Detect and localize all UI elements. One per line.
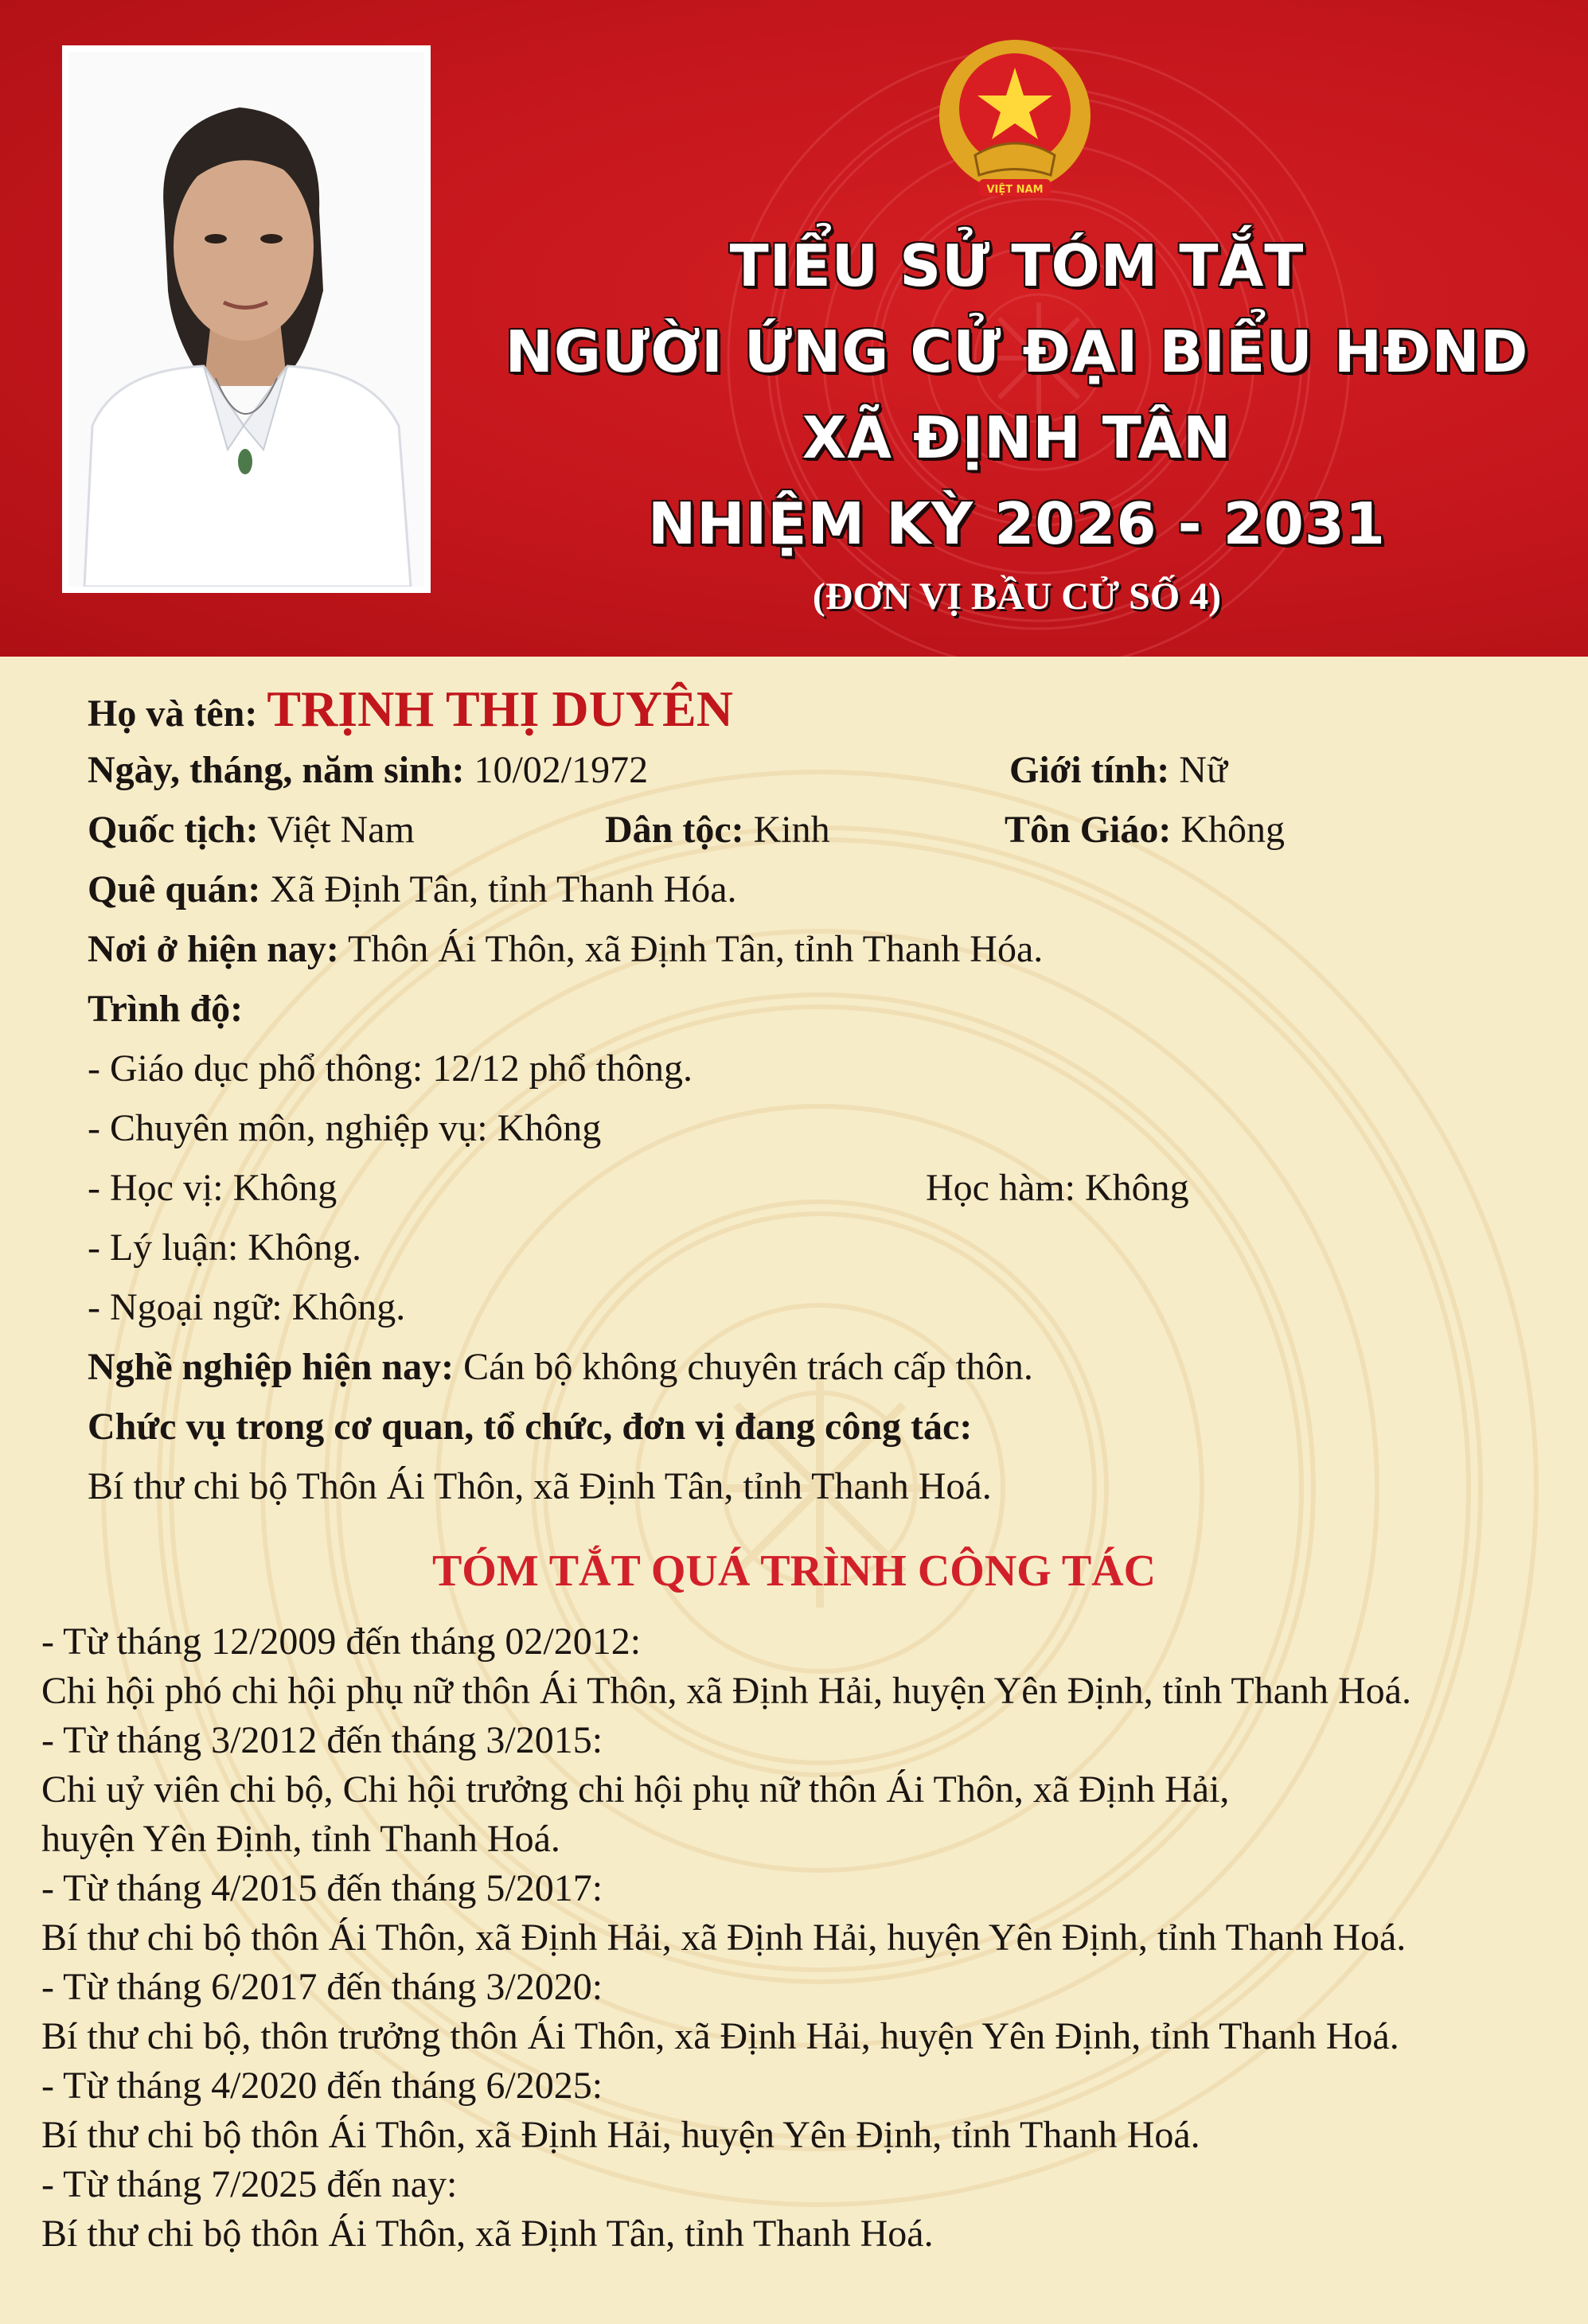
education-label: Trình độ: bbox=[88, 988, 244, 1030]
history-line: - Từ tháng 6/2017 đến tháng 3/2020: bbox=[41, 1966, 603, 2008]
header-banner bbox=[0, 0, 1588, 657]
history-line: - Từ tháng 3/2012 đến tháng 3/2015: bbox=[41, 1719, 603, 1761]
ethnicity-label: Dân tộc: bbox=[605, 809, 744, 851]
history-line: Bí thư chi bộ thôn Ái Thôn, xã Định Tân, tỉnh Thanh Hoá. bbox=[41, 2213, 934, 2255]
occupation-value: Cán bộ không chuyên trách cấp thôn. bbox=[463, 1346, 1033, 1388]
degree: - Học vị: Không bbox=[88, 1167, 337, 1209]
residence-label: Nơi ở hiện nay: bbox=[88, 928, 339, 970]
history-line: Bí thư chi bộ, thôn trưởng thôn Ái Thôn, xã Định Hải, huyện Yên Định, tỉnh Thanh Hoá. bbox=[41, 2015, 1399, 2057]
history-line: Bí thư chi bộ thôn Ái Thôn, xã Định Hải, xã Định Hải, huyện Yên Định, tỉnh Thanh Hoá. bbox=[41, 1917, 1407, 1959]
religion-row bbox=[1005, 808, 1285, 852]
gender-value: Nữ bbox=[1179, 749, 1227, 791]
title-line-2: NGƯỜI ỨNG CỬ ĐẠI BIỂU HĐND bbox=[505, 318, 1529, 385]
history-line: - Từ tháng 4/2020 đến tháng 6/2025: bbox=[41, 2065, 603, 2107]
dob-value: 10/02/1972 bbox=[474, 749, 649, 791]
history-line: huyện Yên Định, tỉnh Thanh Hoá. bbox=[41, 1818, 560, 1860]
position-value: Bí thư chi bộ Thôn Ái Thôn, xã Định Tân, tỉnh Thanh Hoá. bbox=[88, 1465, 992, 1507]
history-line: - Từ tháng 4/2015 đến tháng 5/2017: bbox=[41, 1867, 603, 1909]
dob-label: Ngày, tháng, năm sinh: bbox=[88, 749, 465, 791]
history-line: - Từ tháng 12/2009 đến tháng 02/2012: bbox=[41, 1620, 642, 1663]
ethnicity-value: Kinh bbox=[753, 809, 830, 851]
gender-label: Giới tính: bbox=[1009, 749, 1170, 791]
nationality-value: Việt Nam bbox=[267, 809, 415, 851]
national-emblem-icon bbox=[931, 36, 1098, 207]
history-line: Chi hội phó chi hội phụ nữ thôn Ái Thôn, xã Định Hải, huyện Yên Định, tỉnh Thanh Hoá. bbox=[41, 1670, 1411, 1712]
religion-value: Không bbox=[1180, 809, 1286, 851]
religion-label: Tôn Giáo: bbox=[1005, 809, 1172, 851]
nationality-label: Quốc tịch: bbox=[88, 809, 259, 851]
work-history-title: TÓM TẮT QUÁ TRÌNH CÔNG TÁC bbox=[431, 1546, 1157, 1596]
title-line-1: TIỂU SỬ TÓM TẮT bbox=[729, 232, 1305, 299]
residence-row bbox=[88, 927, 1043, 972]
hometown-row bbox=[88, 868, 737, 912]
svg-text:VIỆT NAM: VIỆT NAM bbox=[986, 184, 1044, 196]
history-line: Bí thư chi bộ thôn Ái Thôn, xã Định Hải, huyện Yên Định, tỉnh Thanh Hoá. bbox=[41, 2114, 1200, 2156]
title-line-3: XÃ ĐỊNH TÂN bbox=[802, 404, 1232, 471]
political-theory: - Lý luận: Không. bbox=[88, 1226, 361, 1269]
electoral-unit-subtitle: (ĐƠN VỊ BẦU CỬ SỐ 4) bbox=[812, 575, 1222, 618]
name-label: Họ và tên: bbox=[88, 692, 258, 735]
candidate-name: TRỊNH THỊ DUYÊN bbox=[267, 680, 733, 737]
residence-value: Thôn Ái Thôn, xã Định Tân, tỉnh Thanh Hóa. bbox=[348, 928, 1044, 970]
occupation-row bbox=[88, 1345, 1033, 1390]
gender-row bbox=[1009, 748, 1227, 793]
foreign-language: - Ngoại ngữ: Không. bbox=[88, 1286, 406, 1328]
name-row bbox=[88, 680, 733, 743]
academic-title: Học hàm: Không bbox=[926, 1167, 1189, 1209]
occupation-label: Nghề nghiệp hiện nay: bbox=[88, 1346, 455, 1388]
nationality-row bbox=[88, 808, 415, 852]
dob-row bbox=[88, 748, 648, 793]
position-label: Chức vụ trong cơ quan, tổ chức, đơn vị đang công tác: bbox=[88, 1406, 973, 1448]
history-line: - Từ tháng 7/2025 đến nay: bbox=[41, 2163, 458, 2205]
specialty: - Chuyên môn, nghiệp vụ: Không bbox=[88, 1107, 602, 1149]
history-line: Chi uỷ viên chi bộ, Chi hội trưởng chi hội phụ nữ thôn Ái Thôn, xã Định Hải, bbox=[41, 1768, 1230, 1811]
portrait-photo bbox=[62, 45, 431, 593]
general-education: - Giáo dục phổ thông: 12/12 phổ thông. bbox=[88, 1047, 693, 1090]
ethnicity-row bbox=[605, 808, 830, 852]
hometown-value: Xã Định Tân, tỉnh Thanh Hóa. bbox=[270, 868, 737, 910]
hometown-label: Quê quán: bbox=[88, 868, 261, 910]
title-line-4: NHIỆM KỲ 2026 - 2031 bbox=[648, 490, 1386, 557]
